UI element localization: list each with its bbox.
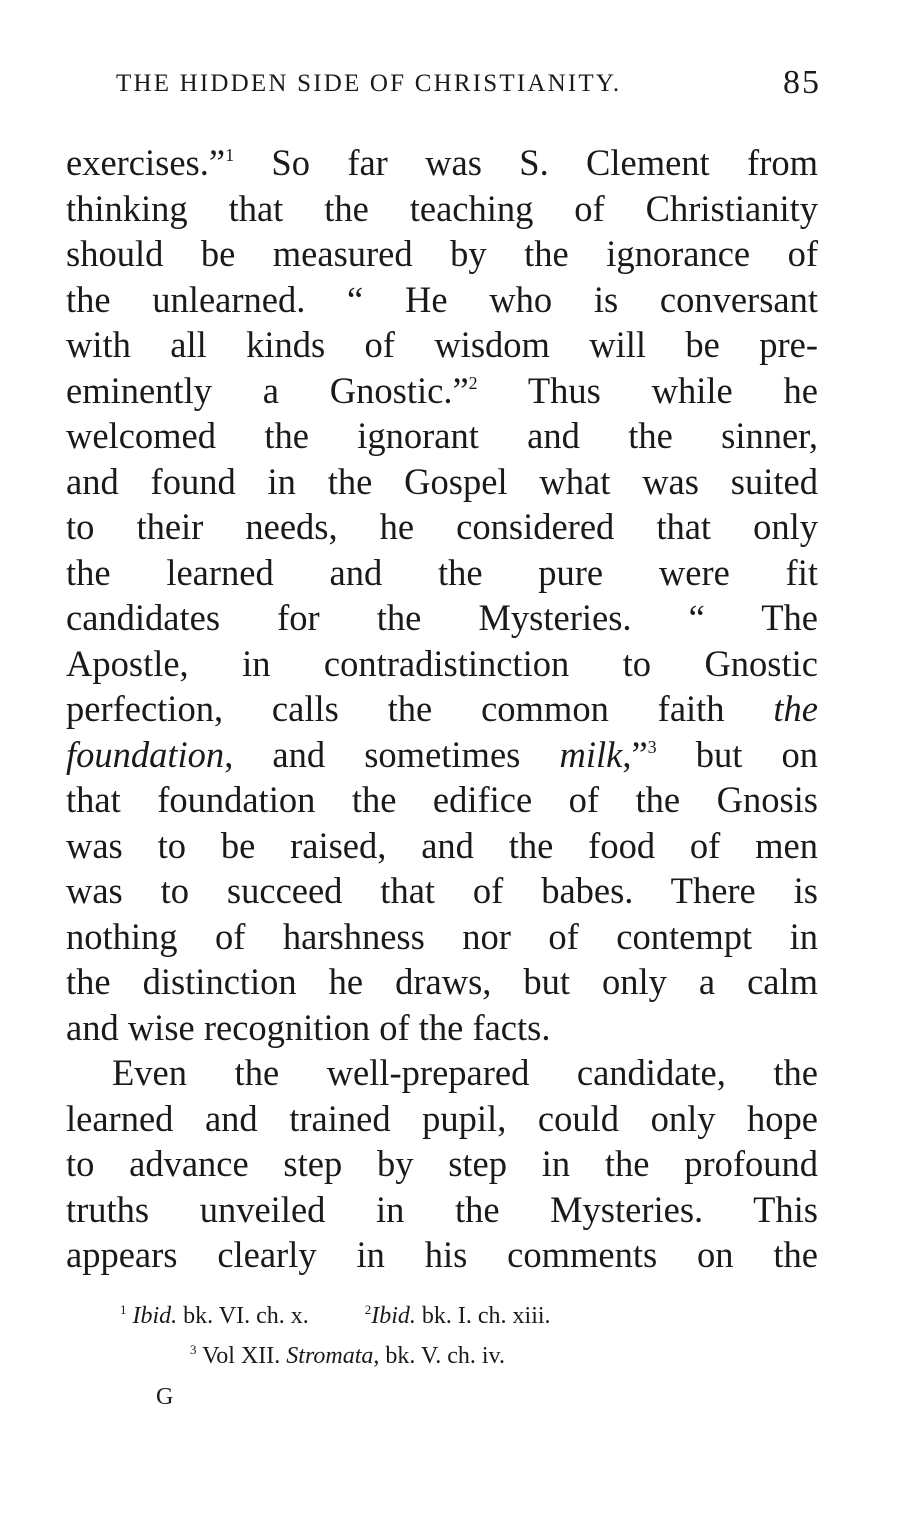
running-head-title: THE HIDDEN SIDE OF CHRISTIANITY. <box>116 70 622 97</box>
footnote-ref: 2 <box>468 372 478 393</box>
footnote-mark: 1 <box>120 1302 127 1317</box>
text-line: appears clearly in his comments on the <box>66 1234 818 1275</box>
text-run: eminently a Gnostic.” <box>66 369 469 411</box>
text-run: perfection, calls the common faith <box>66 688 774 729</box>
text-line: truths unveiled in the Mysteries. This <box>66 1188 818 1230</box>
italic-text: the <box>773 688 818 729</box>
text-run: bk. VI. ch. x. <box>177 1303 309 1329</box>
footnote-ref: 3 <box>647 736 657 757</box>
text-line: to advance step by step in the profound <box>66 1143 818 1184</box>
text-line: Apostle, in contradistinction to Gnostic <box>66 642 818 684</box>
text-line: the learned and the pure were fit <box>66 551 818 593</box>
footnote-1 <box>120 1296 309 1336</box>
text-line: welcomed the ignorant and the sinner, <box>66 415 818 456</box>
text-line: was to succeed that of babes. There is <box>66 870 818 911</box>
text-line: that foundation the edifice of the Gnosis <box>66 779 818 820</box>
text-line: candidates for the Mysteries. “ The <box>66 597 818 638</box>
footnote-mark: 2 <box>364 1302 372 1317</box>
text-run: exercises.” <box>66 142 226 183</box>
text-run: So far was S. Clement from <box>234 142 818 183</box>
text-run: , bk. V. ch. iv. <box>373 1343 505 1369</box>
signature-mark: G <box>156 1384 174 1410</box>
footnotes <box>120 1296 780 1376</box>
text-line: the unlearned. “ He who is conversant <box>66 278 818 320</box>
footnote-3 <box>120 1336 780 1376</box>
text-run: but on <box>656 733 818 775</box>
italic-text: foundation <box>66 733 225 775</box>
text-run: bk. I. ch. xiii. <box>415 1303 551 1329</box>
italic-text: Ibid. <box>371 1303 416 1329</box>
text-line <box>66 368 818 414</box>
text-line: thinking that the teaching of Christianity <box>66 187 818 229</box>
footnote-ref: 1 <box>225 145 235 165</box>
text-line: and found in the Gospel what was suited <box>66 460 818 502</box>
text-run: ,” <box>622 733 648 775</box>
text-line <box>66 732 818 778</box>
text-line: Even the well-prepared candidate, the <box>112 1052 818 1093</box>
body-text <box>66 140 818 1278</box>
text-line: to their needs, he considered that only <box>66 506 818 547</box>
text-line: the distinction he draws, but only a calm <box>66 961 818 1002</box>
text-run: Thus while he <box>477 369 818 411</box>
italic-text: Ibid. <box>132 1303 178 1329</box>
italic-text: Stromata <box>286 1343 374 1369</box>
text-line: nothing of harshness nor of contempt in <box>66 915 818 957</box>
text-line: and wise recognition of the facts. <box>66 1006 551 1048</box>
text-line <box>66 686 818 732</box>
page-number: 85 <box>783 64 821 101</box>
footnote-mark: 3 <box>190 1342 197 1357</box>
text-line: was to be raised, and the food of men <box>66 824 818 866</box>
text-line <box>66 140 818 186</box>
text-run: Vol XII. <box>196 1343 287 1369</box>
footnote-line <box>120 1296 780 1336</box>
italic-text: milk <box>559 733 623 775</box>
text-line: should be measured by the ignorance of <box>66 233 818 274</box>
text-run: , and sometimes <box>224 733 560 775</box>
text-line: learned and trained pupil, could only hope <box>66 1097 818 1139</box>
footnote-2 <box>365 1296 551 1336</box>
text-line: with all kinds of wisdom will be pre- <box>66 324 818 365</box>
